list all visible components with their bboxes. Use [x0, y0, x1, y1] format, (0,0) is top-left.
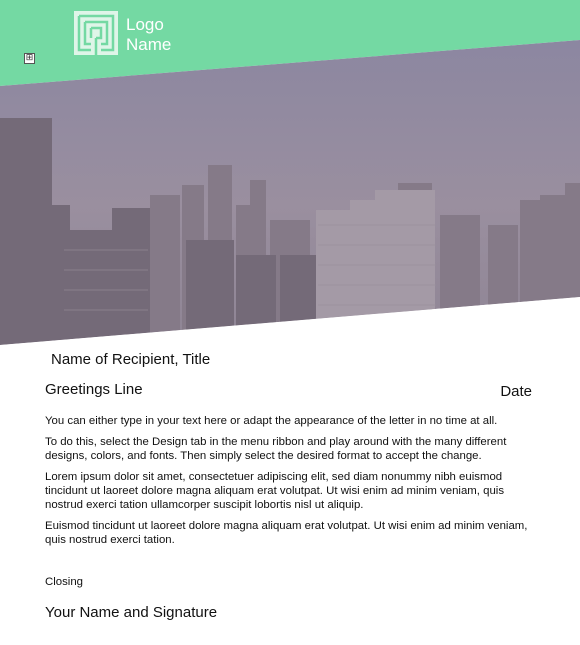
logo-line-1: Logo [126, 15, 164, 34]
maze-logo-icon [74, 11, 118, 55]
body-paragraph: Lorem ipsum dolor sit amet, consectetuer adipiscing elit, sed diam nonummy nibh euismod tincidunt ut laoreet dolore magna aliquam erat volutpat. Ut wisi enim ad minim veniam, quis nostrud exerci tation ullamcorper suscipit lobortis nisl ut aliquip. [45, 471, 505, 511]
move-handle-icon[interactable]: ⊞ [25, 53, 34, 63]
logo-name [126, 15, 171, 55]
greetings-line[interactable]: Greetings Line [45, 381, 143, 398]
date-field[interactable]: Date [500, 383, 532, 400]
body-paragraph: Euismod tincidunt ut laoreet dolore magna aliquam erat volutpat. Ut wisi enim ad minim veniam, quis nostrud exerci tation. [45, 520, 528, 546]
closing-line[interactable]: Closing [45, 576, 83, 588]
body-paragraph: You can either type in your text here or adapt the appearance of the letter in no time at all. [45, 415, 498, 427]
logo-line-2: Name [126, 35, 172, 54]
signature-line[interactable]: Your Name and Signature [45, 604, 218, 621]
letter-body[interactable] [45, 414, 540, 554]
recipient-line[interactable]: Name of Recipient, Title [51, 351, 211, 368]
body-paragraph: To do this, select the Design tab in the menu ribbon and play around with the many different designs, colors, and fonts. Then simply select the desired format to accept the change. [45, 436, 507, 462]
